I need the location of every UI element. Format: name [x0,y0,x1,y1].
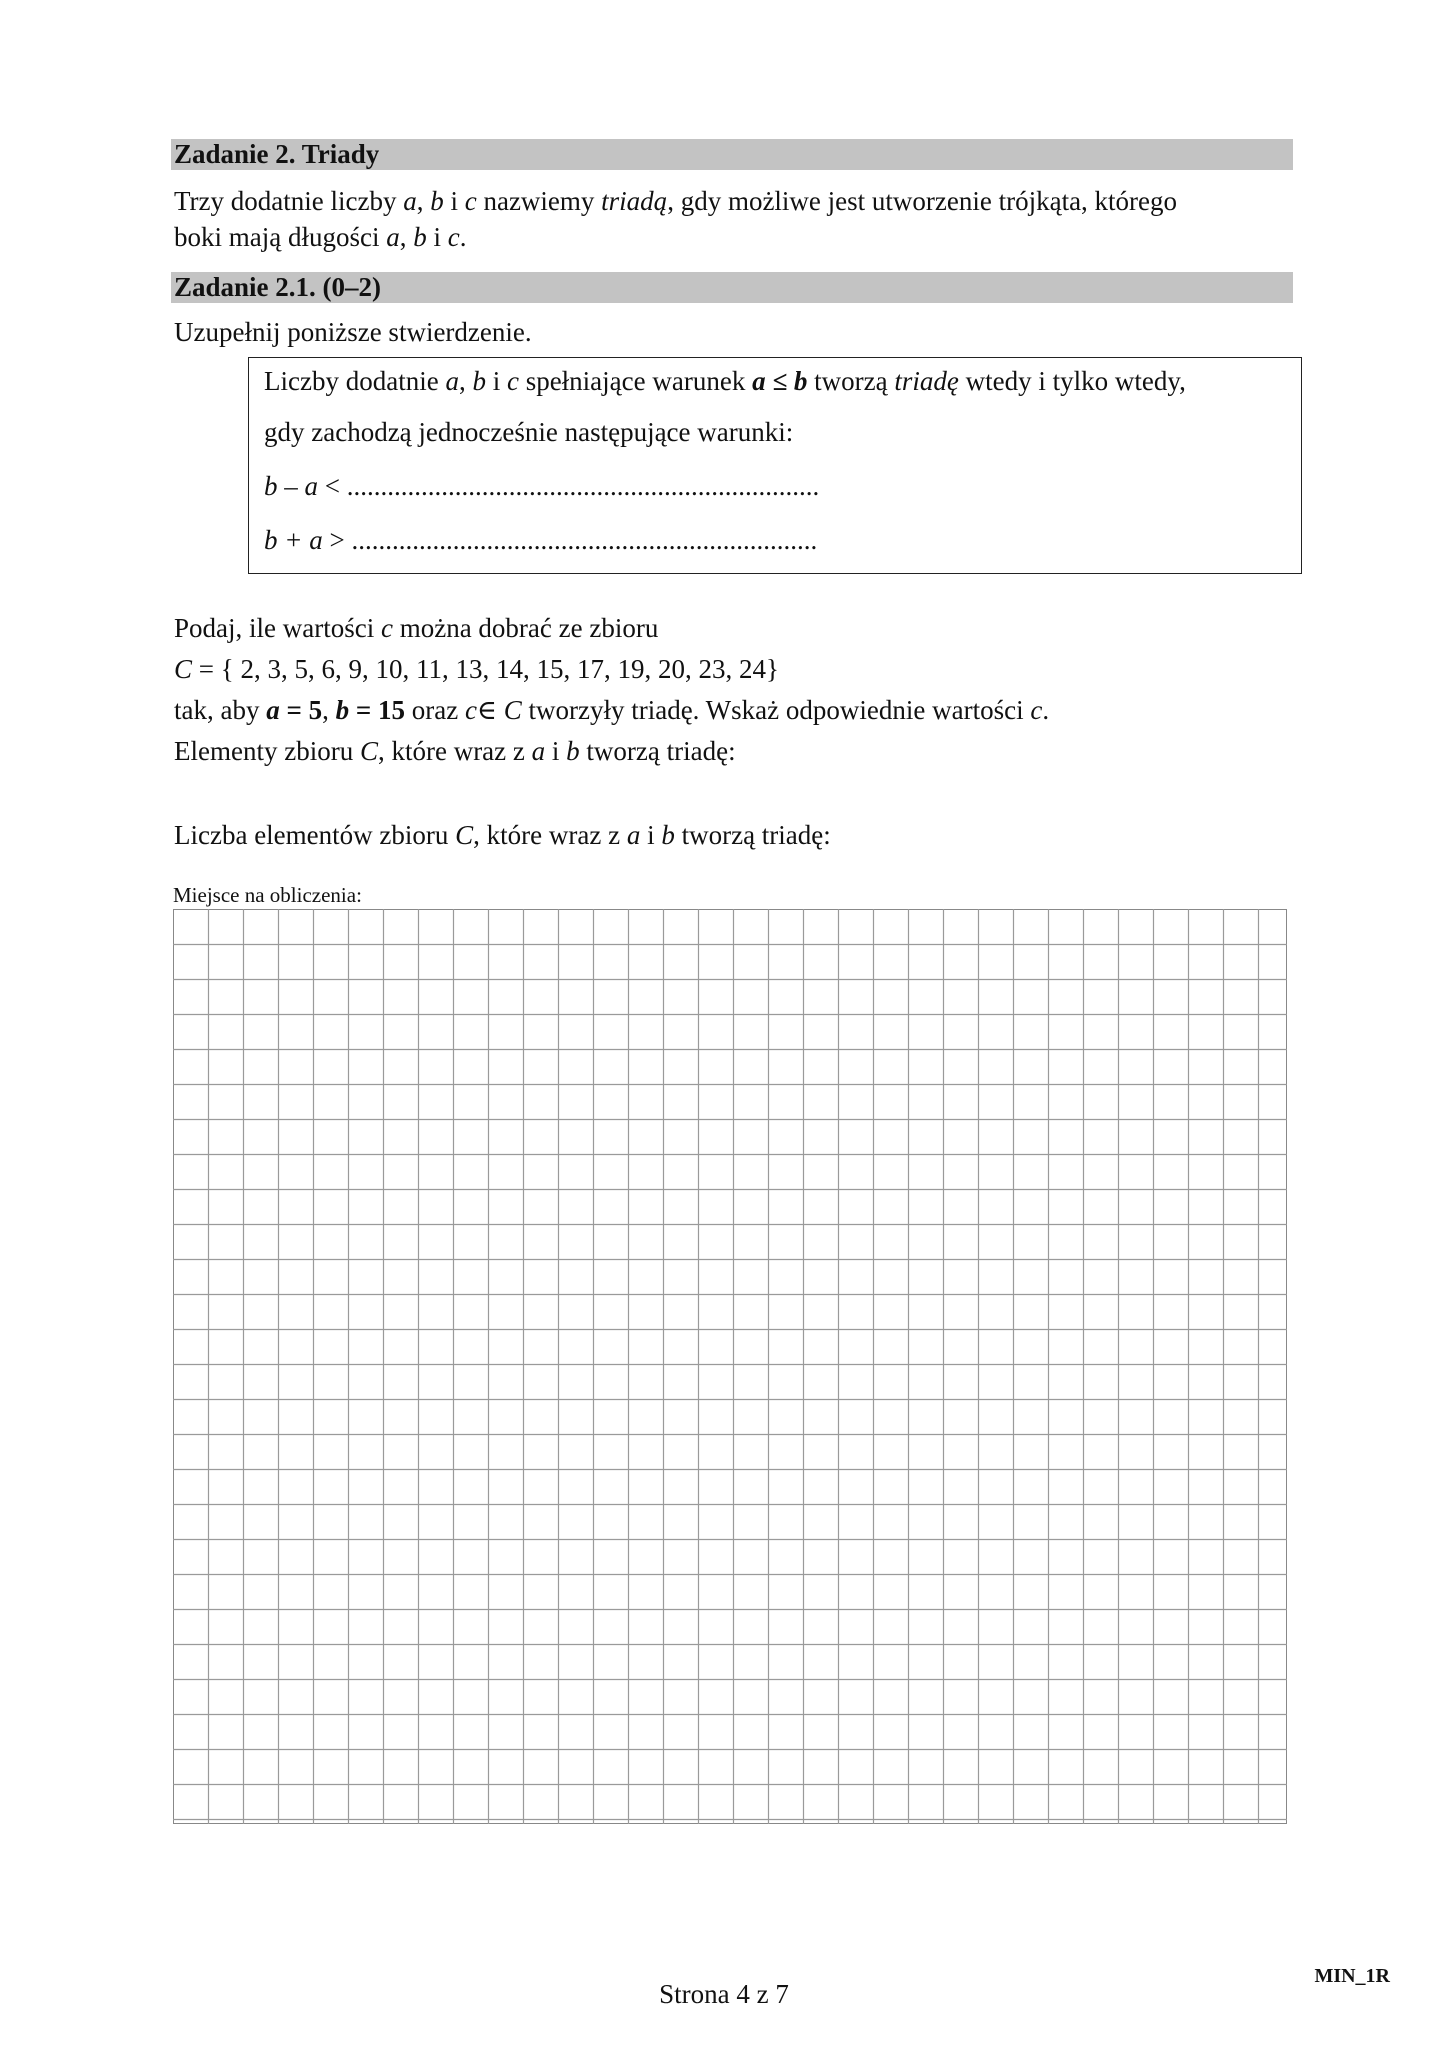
answer-prompt-elements: Elementy zbioru C, które wraz z a i b tworzą triadę: [174,736,736,766]
answer-blank-2[interactable]: ..................................................................... [351,525,818,555]
exam-code: MIN_1R [1314,1965,1390,1987]
subtask-header-bar [171,272,1293,303]
grid-lines [173,909,1287,1824]
calc-grid[interactable] [173,909,1287,1824]
condition-1: b – a < ...................................................................... [264,471,820,501]
answer-prompt-count: Liczba elementów zbioru C, które wraz z a i b tworzą triadę: [174,820,831,850]
answer-blank-1[interactable]: ...................................................................... [346,471,820,501]
question-line1: Podaj, ile wartości c można dobrać ze zbioru [174,613,659,643]
statement-line2: gdy zachodzą jednocześnie następujące warunki: [264,417,794,447]
task-intro-line2: boki mają długości a, b i c. [174,222,467,252]
subtask-title: Zadanie 2.1. (0–2) [174,272,382,302]
task-intro-line1: Trzy dodatnie liczby a, b i c nazwiemy triadą, gdy możliwe jest utworzenie trójkąta, którego [174,186,1178,216]
statement-box [248,357,1302,574]
set-definition: C = { 2, 3, 5, 6, 9, 10, 11, 13, 14, 15, 17, 19, 20, 23, 24} [174,654,779,684]
page-number: Strona 4 z 7 [659,1979,789,2009]
condition-2: b + a > ..................................................................... [264,525,818,555]
task-title: Zadanie 2. Triady [174,139,380,169]
task-header-bar [171,139,1293,170]
calc-area-label: Miejsce na obliczenia: [173,883,362,907]
statement-line1: Liczby dodatnie a, b i c spełniające warunek a ≤ b tworzą triadę wtedy i tylko wtedy, [264,366,1186,396]
question-line3: tak, aby a = 5, b = 15 oraz c∈ C tworzyły triadę. Wskaż odpowiednie wartości c. [174,695,1050,725]
subtask-instruction: Uzupełnij poniższe stwierdzenie. [174,317,532,347]
